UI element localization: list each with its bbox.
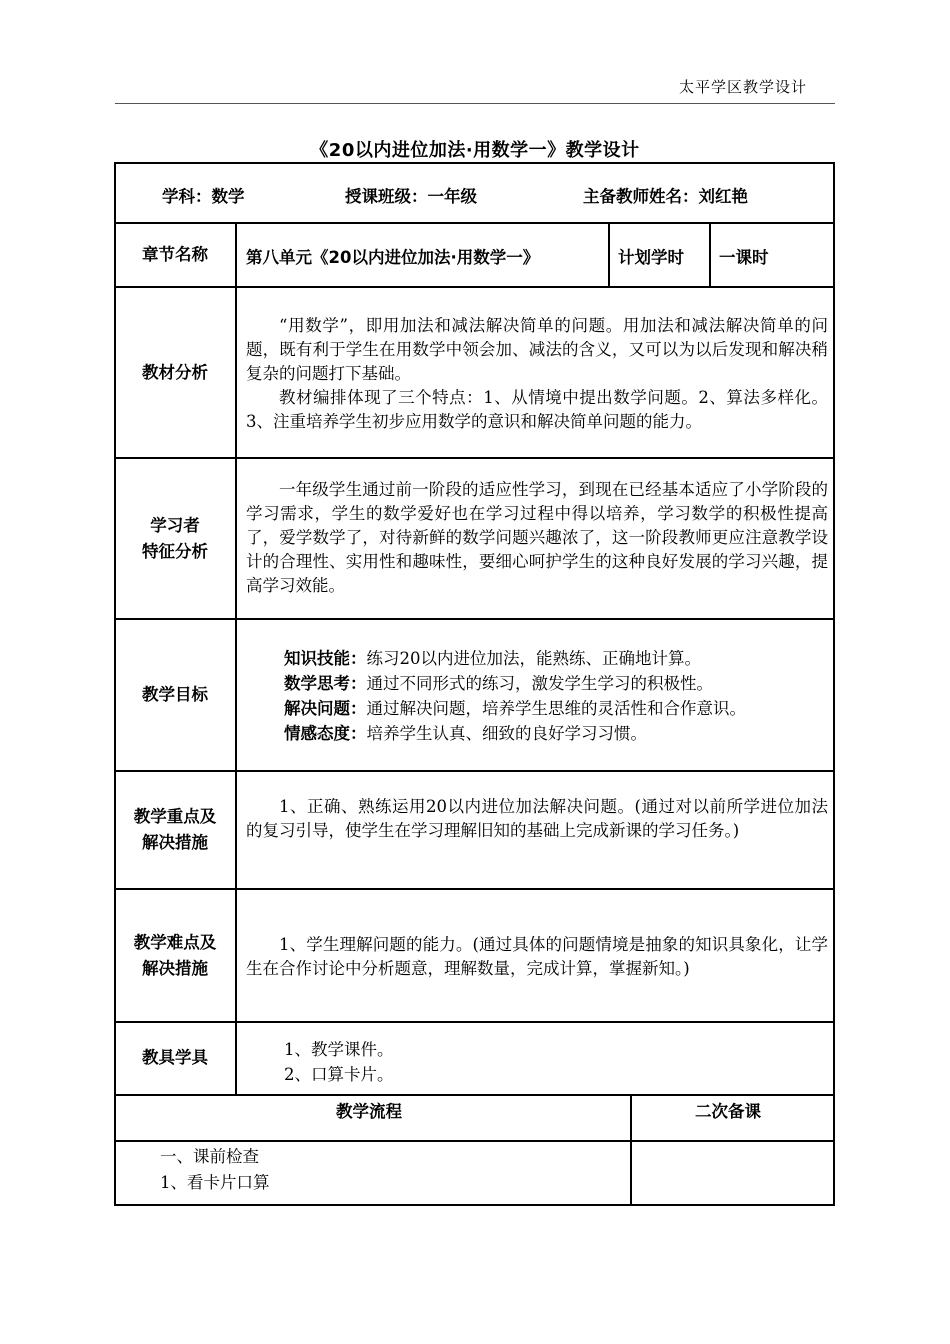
difficulties-label-line-2: 解决措施: [142, 959, 208, 978]
key-points-label: [115, 804, 235, 856]
key-points-text: [246, 795, 828, 843]
row-divider: [114, 1021, 835, 1023]
key-points-label-line-2: 解决措施: [142, 833, 208, 852]
textbook-analysis-label: 教材分析: [142, 363, 208, 382]
process-step-1: 一、课前检查: [160, 1147, 259, 1166]
label-column-divider: [235, 223, 237, 1095]
teacher-field: 主备教师姓名：刘红艳: [583, 187, 748, 206]
row-divider: [114, 1094, 835, 1096]
second-prep-header: 二次备课: [695, 1102, 761, 1121]
goal-key: 情感态度：: [284, 724, 367, 743]
goal-item: [284, 696, 746, 721]
goal-item: [284, 721, 647, 746]
row-divider: [114, 457, 835, 459]
difficulties-label-line-1: 教学难点及: [133, 933, 217, 952]
row-divider: [114, 286, 835, 288]
goal-key: 数学思考：: [284, 674, 367, 693]
key-points-label-line-1: 教学重点及: [133, 807, 217, 826]
row-divider: [114, 770, 835, 772]
header-rule: [115, 103, 835, 104]
goal-item: [284, 646, 701, 671]
goal-text: 练习20以内进位加法，能熟练、正确地计算。: [366, 649, 701, 668]
difficulties-text: [246, 933, 828, 981]
process-step-2: 1、看卡片口算: [160, 1173, 270, 1192]
goal-text: 通过解决问题，培养学生思维的灵活性和合作意识。: [366, 699, 746, 718]
chapter-value: 第八单元《20以内进位加法·用数学一》: [246, 248, 540, 267]
difficulties-paragraph: 1、学生理解问题的能力。(通过具体的问题情境是抽象的知识具象化，让学生在合作讨论中分析题意，理解数量，完成计算，掌握新知。): [246, 935, 828, 978]
learner-label-line-2: 特征分析: [142, 542, 208, 561]
tool-item: 1、教学课件。: [284, 1040, 394, 1059]
school-header-tag: 太平学区教学设计: [679, 78, 808, 96]
goal-key: 知识技能：: [284, 649, 367, 668]
textbook-paragraph-2: 教材编排体现了三个特点：1、从情境中提出数学问题。2、算法多样化。3、注重培养学生初步应用数学的意识和解决简单问题的能力。: [246, 388, 828, 431]
goal-text: 培养学生认真、细致的良好学习习惯。: [366, 724, 647, 743]
row-divider: [114, 618, 835, 620]
textbook-analysis-text: [246, 314, 828, 434]
goal-text: 通过不同形式的练习，激发学生学习的积极性。: [366, 674, 713, 693]
learner-paragraph: 一年级学生通过前一阶段的适应性学习，到现在已经基本适应了小学阶段的学习需求，学生的数学爱好也在学习过程中得以培养，学习数学的积极性提高了，爱学数学了，对待新鲜的数学问题兴趣浓了，这一阶段教师更应注意教学设计的合理性、实用性和趣味性，要细心呵护学生的这种良好发展的学习兴趣，提高学习效能。: [246, 480, 828, 595]
textbook-paragraph-1: “用数学”，即用加法和减法解决简单的问题。用加法和减法解决简单的问题，既有利于学生在用数学中领会加、减法的含义，又可以为以后发现和解决稍复杂的问题打下基础。: [246, 316, 828, 383]
row-divider: [114, 1140, 835, 1142]
document-title: 《20以内进位加法·用数学一》教学设计: [310, 140, 640, 161]
difficulties-label: [115, 930, 235, 982]
tool-item: 2、口算卡片。: [284, 1065, 394, 1084]
tools-label: 教具学具: [142, 1048, 208, 1067]
hours-label: 计划学时: [618, 248, 684, 267]
learner-label-line-1: 学习者: [150, 516, 200, 535]
row-divider: [114, 222, 835, 224]
chapter-column-divider: [709, 223, 711, 287]
subject-field: 学科：数学: [162, 187, 245, 206]
hours-value: 一课时: [719, 248, 769, 267]
row-divider: [114, 888, 835, 890]
learner-analysis-text: [246, 478, 828, 598]
chapter-column-divider: [608, 223, 610, 287]
class-field: 授课班级：一年级: [345, 187, 477, 206]
goal-item: [284, 671, 713, 696]
key-points-paragraph: 1、正确、熟练运用20以内进位加法解决问题。(通过对以前所学进位加法的复习引导，使学生在学习理解旧知的基础上完成新课的学习任务。): [246, 797, 828, 840]
goal-key: 解决问题：: [284, 699, 367, 718]
learner-analysis-label: [115, 513, 235, 565]
process-header: 教学流程: [336, 1102, 402, 1121]
teaching-goals-label: 教学目标: [142, 685, 208, 704]
process-column-divider: [630, 1095, 632, 1206]
chapter-label: 章节名称: [142, 245, 208, 264]
